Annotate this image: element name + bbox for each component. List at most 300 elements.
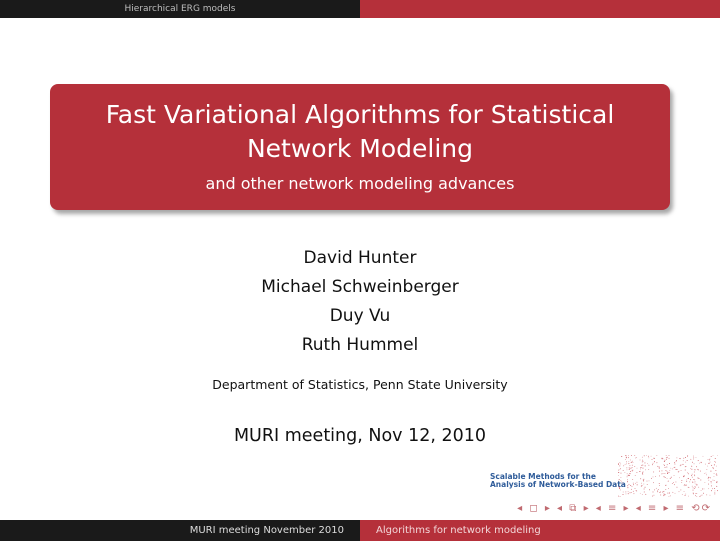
network-node [714, 492, 715, 493]
network-node [694, 472, 695, 473]
network-node [672, 483, 673, 484]
network-node [651, 456, 652, 457]
network-node [715, 470, 716, 471]
network-node [684, 485, 685, 486]
network-node [690, 459, 691, 460]
network-node [701, 462, 702, 463]
network-node [695, 487, 696, 488]
network-node [698, 487, 699, 488]
network-node [699, 478, 700, 479]
header-bar [0, 0, 720, 18]
network-node [708, 480, 709, 481]
network-node [702, 489, 703, 490]
network-node [709, 463, 710, 464]
network-node [653, 476, 654, 477]
network-node [629, 484, 630, 485]
network-node [679, 458, 680, 459]
network-node [667, 472, 668, 473]
network-node [681, 482, 682, 483]
network-node [716, 482, 717, 483]
network-node [664, 494, 665, 495]
network-node [654, 458, 655, 459]
network-node [632, 462, 633, 463]
network-node [642, 472, 643, 473]
network-node [673, 482, 674, 483]
network-node [647, 484, 648, 485]
network-node [692, 486, 693, 487]
network-node [633, 491, 634, 492]
network-node [627, 479, 628, 480]
network-node [708, 484, 709, 485]
network-node [685, 495, 686, 496]
network-node [704, 482, 705, 483]
network-node [709, 459, 710, 460]
network-node [621, 481, 622, 482]
network-node [674, 467, 675, 468]
network-node [694, 482, 695, 483]
network-node [679, 491, 680, 492]
network-node [648, 456, 649, 457]
network-node [695, 481, 696, 482]
network-node [644, 492, 645, 493]
network-node [667, 493, 668, 494]
network-node [681, 470, 682, 471]
network-node [626, 461, 627, 462]
network-node [686, 480, 687, 481]
network-node [645, 465, 646, 466]
network-node [620, 496, 621, 497]
network-node [705, 473, 706, 474]
network-node [676, 469, 677, 470]
network-node [626, 455, 627, 456]
network-node [623, 470, 624, 471]
network-node [714, 476, 715, 477]
network-node [716, 474, 717, 475]
network-node [644, 479, 645, 480]
network-node [664, 473, 665, 474]
network-node [637, 484, 638, 485]
network-node [680, 489, 681, 490]
network-node [651, 478, 652, 479]
header-accent-block [360, 0, 720, 18]
network-node [668, 496, 669, 497]
network-node [700, 471, 701, 472]
network-node [627, 481, 628, 482]
network-node [669, 472, 670, 473]
network-node [685, 457, 686, 458]
project-logo [490, 473, 626, 489]
network-node [632, 479, 633, 480]
network-node [679, 477, 680, 478]
network-node [664, 494, 665, 495]
network-node [706, 469, 707, 470]
network-node [643, 484, 644, 485]
network-node [652, 459, 653, 460]
network-node [643, 479, 644, 480]
network-node [692, 474, 693, 475]
title-block [50, 84, 670, 210]
network-node [643, 468, 644, 469]
network-node [691, 466, 692, 467]
network-node [629, 468, 630, 469]
network-node [714, 461, 715, 462]
network-node [715, 458, 716, 459]
network-node [656, 462, 657, 463]
network-node [711, 490, 712, 491]
network-node [686, 481, 687, 482]
network-node [712, 480, 713, 481]
network-node [635, 458, 636, 459]
network-node [710, 462, 711, 463]
network-node [619, 488, 620, 489]
network-node [712, 488, 713, 489]
network-graphic [618, 455, 718, 497]
network-node [693, 490, 694, 491]
network-node [660, 492, 661, 493]
network-node [692, 477, 693, 478]
network-node [636, 490, 637, 491]
network-node [637, 482, 638, 483]
network-node [706, 474, 707, 475]
network-node [686, 485, 687, 486]
network-node [659, 483, 660, 484]
network-node [618, 496, 619, 497]
network-node [627, 475, 628, 476]
network-node [630, 468, 631, 469]
network-node [711, 482, 712, 483]
network-node [642, 462, 643, 463]
network-node [693, 493, 694, 494]
network-node [693, 493, 694, 494]
author-name: Duy Vu [329, 306, 391, 326]
network-node [631, 468, 632, 469]
network-node [630, 485, 631, 486]
network-node [632, 461, 633, 462]
network-node [714, 493, 715, 494]
header-short-title: Hierarchical ERG models [0, 0, 360, 18]
network-node [716, 466, 717, 467]
network-node [654, 461, 655, 462]
network-node [659, 471, 660, 472]
network-node [683, 460, 684, 461]
network-node [618, 470, 619, 471]
network-node [684, 491, 685, 492]
network-node [708, 477, 709, 478]
network-node [624, 472, 625, 473]
network-node [688, 487, 689, 488]
network-node [710, 471, 711, 472]
network-node [665, 477, 666, 478]
network-node [669, 493, 670, 494]
network-node [707, 466, 708, 467]
network-node [659, 485, 660, 486]
network-node [631, 489, 632, 490]
logo-line-2: Analysis of Network-Based Data [490, 480, 626, 489]
network-node [657, 490, 658, 491]
network-node [694, 474, 695, 475]
network-node [683, 458, 684, 459]
network-node [674, 484, 675, 485]
network-node [664, 491, 665, 492]
network-node [619, 465, 620, 466]
network-node [688, 478, 689, 479]
network-node [669, 455, 670, 456]
network-node [715, 462, 716, 463]
network-node [708, 463, 709, 464]
network-node [628, 491, 629, 492]
network-node [677, 469, 678, 470]
network-node [670, 468, 671, 469]
network-node [694, 479, 695, 480]
network-node [645, 462, 646, 463]
network-node [694, 469, 695, 470]
network-node [644, 489, 645, 490]
network-node [620, 463, 621, 464]
network-node [636, 472, 637, 473]
network-node [691, 469, 692, 470]
network-node [620, 469, 621, 470]
network-node [619, 487, 620, 488]
network-node [647, 463, 648, 464]
network-node [631, 492, 632, 493]
network-node [669, 463, 670, 464]
network-node [666, 467, 667, 468]
network-node [695, 486, 696, 487]
network-node [688, 473, 689, 474]
network-node [656, 455, 657, 456]
network-node [620, 477, 621, 478]
network-node [665, 467, 666, 468]
network-node [706, 494, 707, 495]
network-node [628, 457, 629, 458]
network-node [647, 481, 648, 482]
network-node [668, 488, 669, 489]
network-node [676, 461, 677, 462]
network-node [685, 462, 686, 463]
network-node [696, 484, 697, 485]
network-node [645, 469, 646, 470]
network-node [625, 464, 626, 465]
network-node [676, 457, 677, 458]
author-list [0, 244, 720, 360]
network-node [693, 457, 694, 458]
network-node [684, 485, 685, 486]
author-name: Ruth Hummel [301, 335, 419, 355]
network-node [653, 492, 654, 493]
network-node [694, 463, 695, 464]
network-node [645, 494, 646, 495]
network-node [664, 476, 665, 477]
network-node [631, 455, 632, 456]
network-node [666, 485, 667, 486]
network-node [642, 465, 643, 466]
network-node [714, 480, 715, 481]
network-node [652, 496, 653, 497]
network-node [683, 464, 684, 465]
network-node [639, 471, 640, 472]
network-node [695, 493, 696, 494]
network-node [712, 467, 713, 468]
network-node [701, 490, 702, 491]
network-node [657, 491, 658, 492]
network-node [695, 495, 696, 496]
network-node [648, 457, 649, 458]
network-node [627, 473, 628, 474]
network-node [630, 492, 631, 493]
network-node [700, 480, 701, 481]
network-node [666, 457, 667, 458]
network-node [635, 488, 636, 489]
network-node [622, 483, 623, 484]
network-node [670, 478, 671, 479]
network-node [700, 495, 701, 496]
network-node [665, 489, 666, 490]
network-node [693, 479, 694, 480]
network-node [696, 485, 697, 486]
network-node [658, 489, 659, 490]
network-node [626, 467, 627, 468]
network-node [654, 489, 655, 490]
network-node [682, 494, 683, 495]
network-node [671, 477, 672, 478]
network-node [690, 468, 691, 469]
network-node [688, 487, 689, 488]
network-node [685, 470, 686, 471]
network-node [629, 469, 630, 470]
network-node [627, 476, 628, 477]
network-node [672, 468, 673, 469]
network-node [640, 460, 641, 461]
network-node [643, 481, 644, 482]
network-node [619, 479, 620, 480]
network-node [672, 492, 673, 493]
network-node [641, 483, 642, 484]
network-node [641, 486, 642, 487]
network-node [662, 470, 663, 471]
network-node [679, 471, 680, 472]
network-node [642, 494, 643, 495]
footer-bar [0, 520, 720, 541]
network-node [713, 468, 714, 469]
network-node [620, 480, 621, 481]
network-node [696, 466, 697, 467]
network-node [623, 492, 624, 493]
network-node [696, 493, 697, 494]
network-node [659, 468, 660, 469]
network-node [621, 456, 622, 457]
network-node [653, 482, 654, 483]
network-node [632, 470, 633, 471]
beamer-navigation-icons[interactable]: ◂ ◻ ▸ ◂ ⧉ ▸ ◂ ≡ ▸ ◂ ≡ ▸ ≡ ⟲⟳ [517, 503, 712, 514]
network-node [717, 490, 718, 491]
network-node [636, 457, 637, 458]
affiliation: Department of Statistics, Penn State University [212, 377, 508, 392]
network-node [621, 473, 622, 474]
network-node [642, 460, 643, 461]
network-node [660, 495, 661, 496]
network-node [713, 455, 714, 456]
network-node [640, 471, 641, 472]
network-node [696, 457, 697, 458]
network-node [623, 494, 624, 495]
network-node [695, 469, 696, 470]
network-node [696, 496, 697, 497]
network-node [693, 456, 694, 457]
network-node [633, 493, 634, 494]
network-node [649, 480, 650, 481]
network-node [675, 482, 676, 483]
network-node [632, 486, 633, 487]
network-node [675, 467, 676, 468]
network-node [680, 465, 681, 466]
network-node [708, 459, 709, 460]
network-node [683, 476, 684, 477]
network-node [632, 465, 633, 466]
network-node [687, 472, 688, 473]
footer-meeting: MURI meeting November 2010 [0, 520, 360, 541]
network-node [663, 464, 664, 465]
network-node [664, 461, 665, 462]
network-node [657, 466, 658, 467]
network-node [680, 458, 681, 459]
network-node [640, 468, 641, 469]
network-node [704, 488, 705, 489]
network-node [629, 465, 630, 466]
network-node [626, 463, 627, 464]
network-node [661, 473, 662, 474]
network-node [678, 471, 679, 472]
network-node [618, 463, 619, 464]
network-node [674, 462, 675, 463]
network-node [691, 475, 692, 476]
network-node [648, 469, 649, 470]
network-node [699, 463, 700, 464]
network-node [648, 465, 649, 466]
network-node [667, 464, 668, 465]
network-node [659, 475, 660, 476]
footer-talk-title: Algorithms for network modeling [360, 520, 720, 541]
network-node [685, 494, 686, 495]
network-node [659, 467, 660, 468]
network-node [708, 478, 709, 479]
network-node [688, 496, 689, 497]
meeting-date: MURI meeting, Nov 12, 2010 [233, 426, 487, 446]
network-node [640, 478, 641, 479]
author-name: David Hunter [303, 248, 417, 268]
network-node [711, 465, 712, 466]
network-node [687, 456, 688, 457]
network-node [703, 493, 704, 494]
network-node [664, 460, 665, 461]
network-node [703, 456, 704, 457]
network-node [666, 455, 667, 456]
network-node [626, 469, 627, 470]
presentation-title: Fast Variational Algorithms for Statistical Network Modeling [105, 100, 615, 163]
network-node [619, 462, 620, 463]
network-node [698, 460, 699, 461]
network-node [625, 459, 626, 460]
network-node [681, 480, 682, 481]
network-node [714, 473, 715, 474]
network-node [655, 476, 656, 477]
network-node [629, 473, 630, 474]
network-node [666, 470, 667, 471]
network-node [629, 475, 630, 476]
network-node [689, 481, 690, 482]
network-node [714, 464, 715, 465]
network-node [630, 471, 631, 472]
network-node [694, 488, 695, 489]
